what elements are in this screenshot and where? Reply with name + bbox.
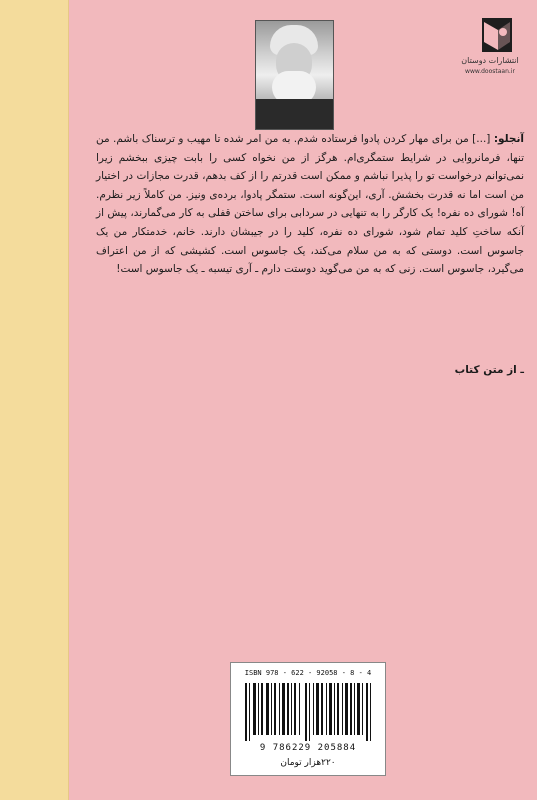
quote-line: به من سلام می‌کند، یک جاسوس است. کشیشی که از من اعتراف می‌گیرد، جاسوس <box>96 244 524 276</box>
back-cover-quote <box>96 130 524 279</box>
barcode-icon <box>243 683 373 741</box>
barcode-number: 9 786229 205884 <box>259 743 357 753</box>
quote-source: ـ از متن کتاب <box>454 364 524 376</box>
publisher-website: www.doostaan.ir <box>465 68 515 75</box>
quote-line: من تنها، فرمانروایی در شرایط ستمگری‌ام. هرگز از من نخواه کسی را بابت چیزی ببخشم <box>96 133 524 164</box>
price-label: ۲۲۰هزار تومان <box>280 758 336 768</box>
quote-line: برای ساختن قفلی به کار می‌گمارند، پیش از آنکه ساختِ کلید تمام شود، شورای ده <box>96 207 524 238</box>
publisher-name: انتشارات دوستان <box>461 56 519 65</box>
portrait-coat <box>256 99 333 129</box>
quote-line: مجازات در اختیار من است اما نه قدرت بخشش. آری، این‌گونه است. ستمگر پادوا، <box>96 170 524 201</box>
author-portrait <box>255 20 334 130</box>
quote-line: زیرا نمی‌توانم درخواست تو را پذیرا نباشم و ممکن است قدرتم را از کف بدهم، قدرت <box>96 151 524 183</box>
quote-speaker: آنجلو: <box>493 133 524 145</box>
quote-line: نفره، کلید را در جیبشان دارند. خانم، خدمتکار من یک جاسوس است. دوستی که <box>96 225 524 257</box>
isbn-text: ISBN 978 - 622 - 92058 - 8 - 4 <box>244 669 372 677</box>
quote-line: برده‌ی ونیز. من کاملاً زیر نظرم. آه! شورای ده نفره! یک کارگر را به تنهایی در سردابی <box>96 188 524 220</box>
barcode-label <box>230 662 386 776</box>
quote-line: [...] من برای مهار کردن پادوا فرستاده شدم. به من امر شده تا مهیب و ترسناک باشم. <box>113 133 491 145</box>
cover-spine-strip <box>0 0 69 800</box>
quote-line: است. زنی که به من می‌گوید دوستت دارم ـ آری تیسبه ـ یک جاسوس است! <box>116 263 445 276</box>
